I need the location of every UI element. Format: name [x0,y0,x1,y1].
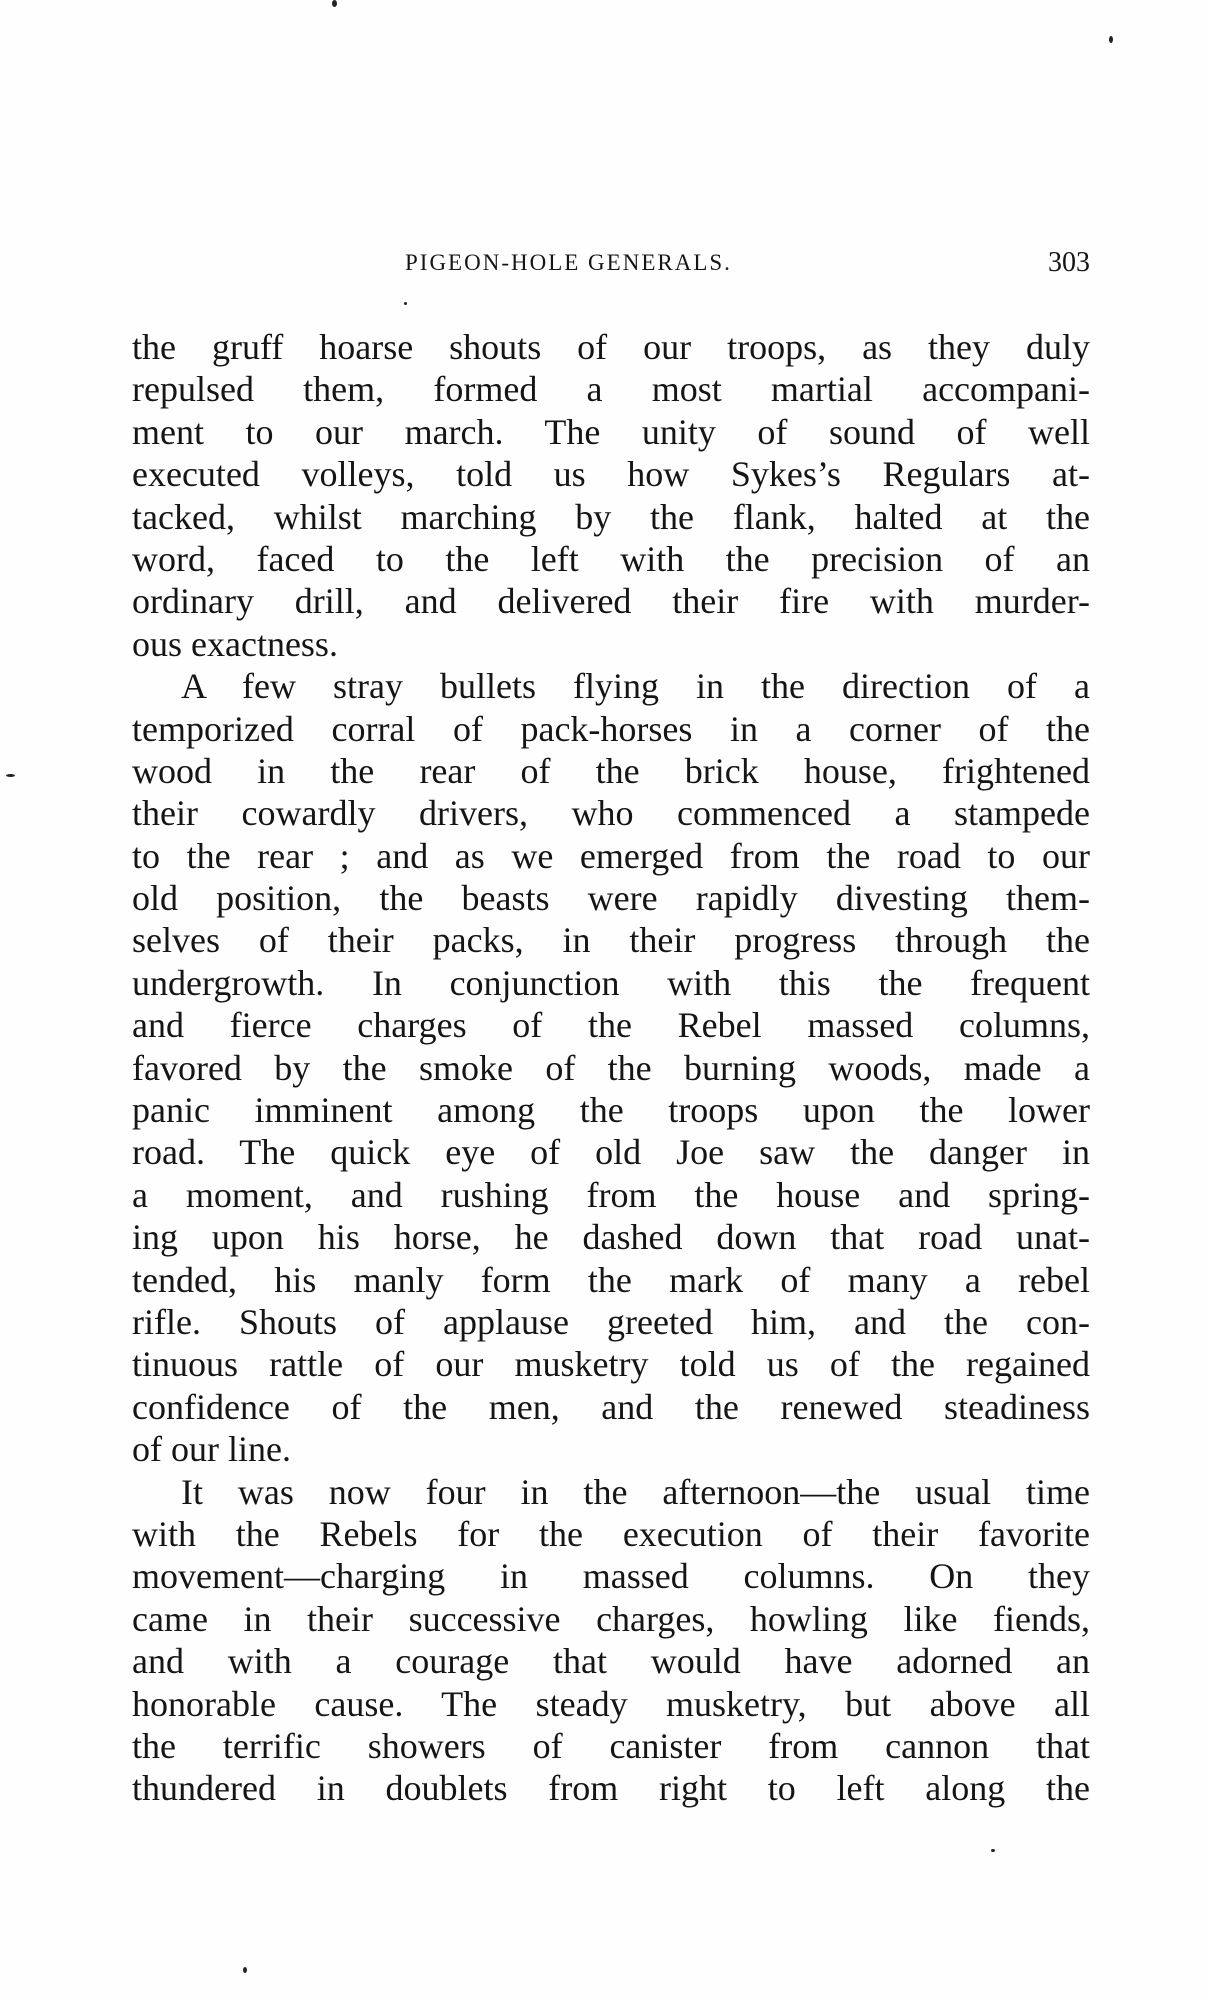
text-line: A few stray bullets flying in the direction of a [181,666,1090,707]
text-line: ment to our march. The unity of sound of well [132,411,1090,452]
text-line: word, faced to the left with the precision of an [132,538,1090,579]
text-line: repulsed them, formed a most martial accompani- [132,369,1090,410]
text-line: selves of their packs, in their progress through the [132,920,1090,961]
text-line: It was now four in the afternoon—the usual time [181,1471,1090,1512]
text-line: ordinary drill, and delivered their fire with murder- [132,581,1090,622]
text-line: movement—charging in massed columns. On they [132,1556,1090,1597]
text-line: honorable cause. The steady musketry, but above all [132,1683,1090,1724]
text-line: the terrific showers of canister from cannon that [132,1725,1090,1766]
text-line: thundered in doublets from right to left along the [132,1768,1090,1809]
text-line: tended, his manly form the mark of many a rebel [132,1259,1090,1300]
running-title: PIGEON-HOLE GENERALS. [405,250,732,275]
scan-speck [1109,36,1113,43]
text-line: to the rear ; and as we emerged from the road to our [132,835,1090,876]
text-line: tinuous rattle of our musketry told us of the regained [132,1344,1090,1385]
text-line: old position, the beasts were rapidly divesting them- [132,878,1090,919]
scan-speck [991,1849,995,1852]
text-line: road. The quick eye of old Joe saw the danger in [132,1132,1090,1173]
text-line: wood in the rear of the brick house, frightened [132,750,1090,791]
text-line: undergrowth. In conjunction with this the frequent [132,962,1090,1003]
page-number: 303 [1048,247,1090,278]
text-line: confidence of the men, and the renewed steadiness [132,1386,1090,1427]
text-line: came in their successive charges, howling like fiends, [132,1598,1090,1639]
text-line: with the Rebels for the execution of their favorite [132,1513,1090,1554]
text-line: panic imminent among the troops upon the lower [132,1090,1090,1131]
text-line: of our line. [132,1429,291,1470]
scan-speck [243,1967,247,1973]
text-line: ing upon his horse, he dashed down that road unat- [132,1217,1090,1258]
text-line: and with a courage that would have adorned an [132,1641,1090,1682]
text-line: ous exactness. [132,623,338,664]
scan-speck [6,774,15,777]
body-text [132,326,1090,1826]
text-line: and fierce charges of the Rebel massed columns, [132,1005,1090,1046]
text-line: tacked, whilst marching by the flank, halted at the [132,496,1090,537]
running-head [130,243,1090,283]
text-line: their cowardly drivers, who commenced a stampede [132,793,1090,834]
scan-speck [332,0,337,7]
text-line: executed volleys, told us how Sykes’s Regulars at- [132,454,1090,495]
text-line: rifle. Shouts of applause greeted him, and the con- [132,1301,1090,1342]
text-line: temporized corral of pack-horses in a corner of the [132,708,1090,749]
text-line: favored by the smoke of the burning woods, made a [132,1047,1090,1088]
text-line: the gruff hoarse shouts of our troops, as they duly [132,327,1090,367]
scan-speck [404,302,407,305]
text-line: a moment, and rushing from the house and spring- [132,1174,1090,1215]
